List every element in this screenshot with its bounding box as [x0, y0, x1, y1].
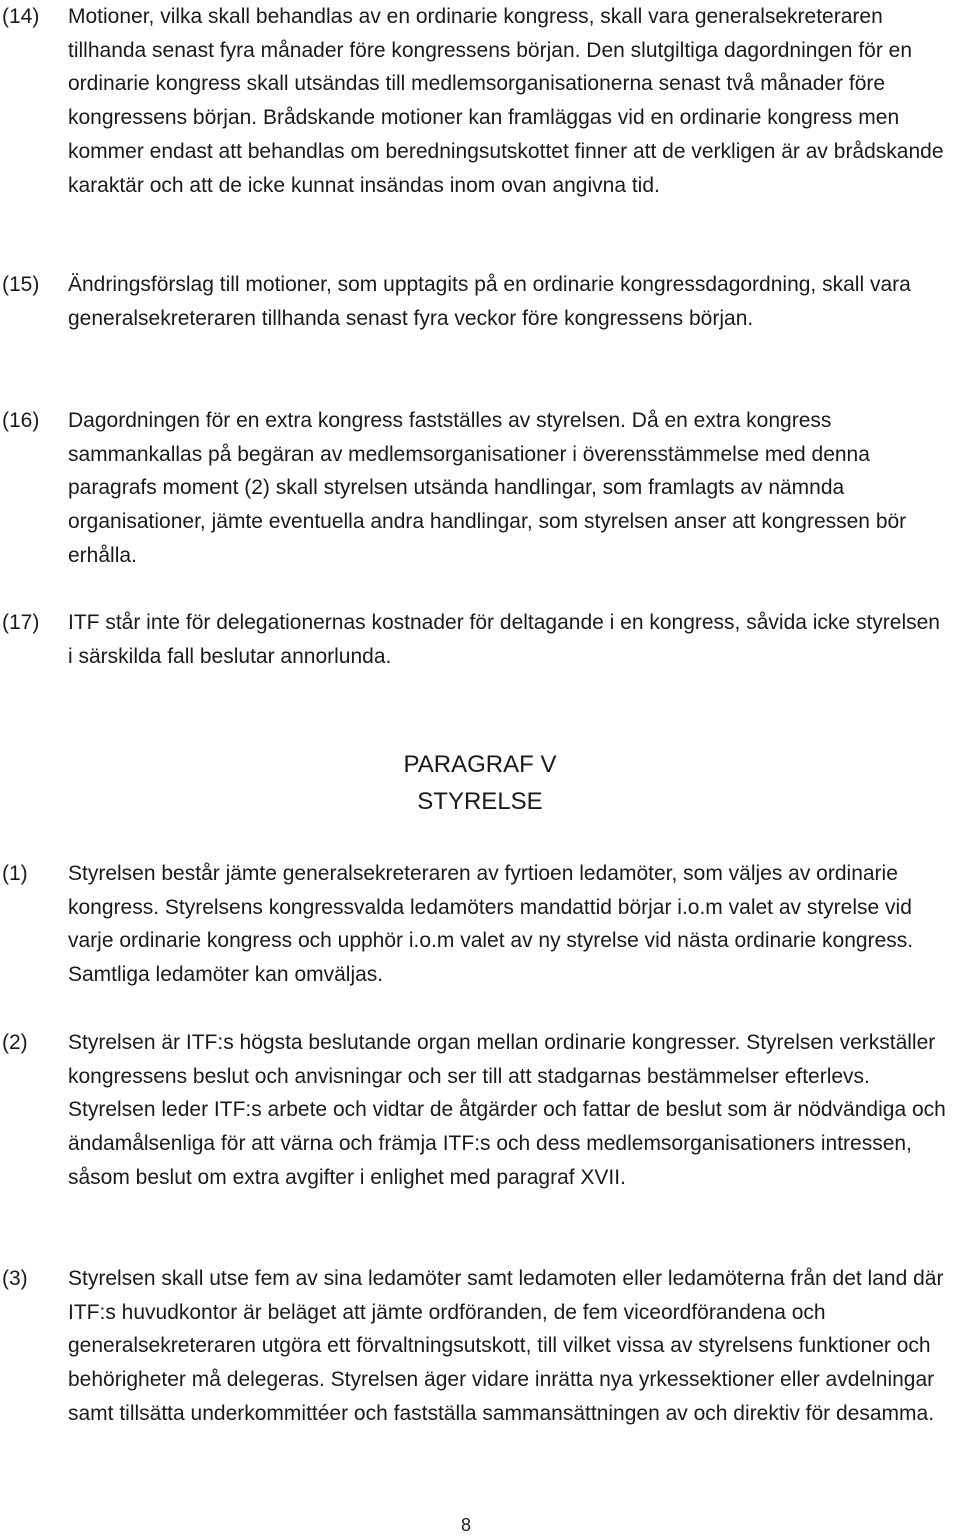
- paragraph-14: [2, 0, 952, 202]
- section-paragraph-2: [2, 1026, 952, 1195]
- paragraph-number: (16): [2, 409, 40, 432]
- paragraph-text: Styrelsen består jämte generalsekreteraren av fyrtioen ledamöter, som väljes av ordinarie kongress. Styrelsens kongressvalda ledamöters mandattid börjar i.o.m valet av styrelse vid varje ordinarie kongress och upphör i.o.m valet av ny styrelse vid nästa ordinarie kongress. Samtliga ledamöter kan omväljas.: [68, 862, 914, 987]
- paragraph-text: ITF står inte för delegationernas kostnader för deltagande i en kongress, såvida icke styrelsen i särskilda fall beslutar annorlunda.: [68, 611, 940, 668]
- paragraph-number: (15): [2, 273, 40, 296]
- section-paragraph-1: [2, 857, 952, 992]
- section-heading: [0, 746, 960, 820]
- paragraph-text: Styrelsen skall utse fem av sina ledamöter samt ledamoten eller ledamöterna från det land där ITF:s huvudkontor är beläget att jämte ordföranden, de fem viceordförandena och generalsekreteraren utgöra ett förvaltningsutskott, till vilket vissa av styrelsens funktioner och behörigheter må delegeras. Styrelsen äger vidare inrätta nya yrkessektioner eller avdelningar samt tillsätta underkommittéer och fastställa sammansättningen av och direktiv för desamma.: [68, 1267, 944, 1425]
- paragraph-16: [2, 404, 952, 573]
- paragraph-text: Ändringsförslag till motioner, som upptagits på en ordinarie kongressdagordning, skall vara generalsekreteraren tillhanda senast fyra veckor före kongressens början.: [68, 273, 911, 330]
- paragraph-number: (17): [2, 611, 40, 634]
- paragraph-number: (14): [2, 5, 40, 28]
- section-heading-title: PARAGRAF V: [403, 751, 557, 778]
- paragraph-text: Motioner, vilka skall behandlas av en ordinarie kongress, skall vara generalsekreteraren tillhanda senast fyra månader före kongressens början. Den slutgiltiga dagordningen för en ordinarie kongress skall utsändas till medlemsorganisationerna senast två månader före kongressens början. Brådskande motioner kan framläggas vid en ordinarie kongress men kommer endast att behandlas om beredningsutskottet finner att de verkligen är av brådskande karaktär och att de icke kunnat insändas inom ovan angivna tid.: [68, 5, 944, 197]
- paragraph-text: Dagordningen för en extra kongress fastställes av styrelsen. Då en extra kongress sammankallas på begäran av medlemsorganisationer i överensstämmelse med denna paragrafs moment (2) skall styrelsen utsända handlingar, som framlagts av nämnda organisationer, jämte eventuella andra handlingar, som styrelsen anser att kongressen bör erhålla.: [68, 409, 907, 567]
- paragraph-text: Styrelsen är ITF:s högsta beslutande organ mellan ordinarie kongresser. Styrelsen verkställer kongressens beslut och anvisningar och ser till att stadgarnas bestämmelser efterlevs. Styrelsen leder ITF:s arbete och vidtar de åtgärder och fattar de beslut som är nödvändiga och ändamålsenliga för att värna och främja ITF:s och dess medlemsorganisationers intressen, såsom beslut om extra avgifter i enlighet med paragraf XVII.: [68, 1031, 946, 1189]
- paragraph-number: (3): [2, 1267, 28, 1290]
- section-paragraph-3: [2, 1262, 952, 1431]
- paragraph-15: [2, 268, 952, 335]
- page-number: 8: [460, 1515, 471, 1535]
- section-heading-subtitle: STYRELSE: [417, 788, 543, 815]
- paragraph-number: (1): [2, 862, 28, 885]
- paragraph-number: (2): [2, 1031, 28, 1054]
- paragraph-17: [2, 606, 952, 673]
